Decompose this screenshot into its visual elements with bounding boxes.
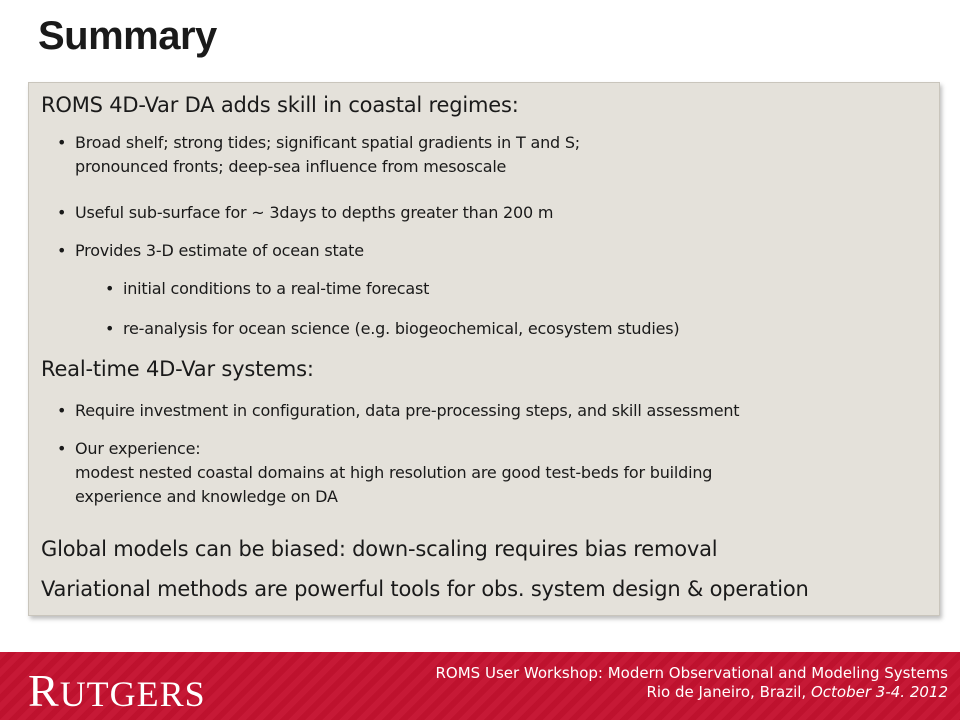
bullet-dot-icon: • (57, 203, 67, 222)
footer-bar (0, 652, 960, 720)
workshop-title: ROMS User Workshop: Modern Observational and Modeling Systems (435, 664, 948, 682)
bullet-dot-icon: • (57, 133, 67, 152)
section-heading-global-models: Global models can be biased: down-scaling requires bias removal (41, 537, 718, 561)
workshop-location-date: Rio de Janeiro, Brazil, October 3-4. 2012 (646, 683, 948, 701)
section-heading-variational: Variational methods are powerful tools for obs. system design & operation (41, 577, 809, 601)
section-heading-realtime: Real-time 4D-Var systems: (41, 357, 314, 381)
section-heading-roms-skill: ROMS 4D-Var DA adds skill in coastal regimes: (41, 93, 519, 117)
bullet-broad-shelf: • Broad shelf; strong tides; significant spatial gradients in T and S; pronounced fronts; deep-sea influence from mesoscale (57, 133, 580, 176)
content-panel (28, 82, 940, 616)
bullet-sub-surface: • Useful sub-surface for ~ 3days to depths greater than 200 m (75, 201, 553, 225)
bullet-dot-icon: • (57, 241, 67, 260)
workshop-info (436, 664, 949, 702)
bullet-dot-icon: • (105, 279, 115, 298)
slide-title: Summary (38, 14, 217, 58)
sub-bullet-reanalysis: • re-analysis for ocean science (e.g. biogeochemical, ecosystem studies) (123, 317, 679, 341)
sub-bullet-initial-conditions: • initial conditions to a real-time forecast (123, 277, 429, 301)
rutgers-logo: RUTGERS (28, 665, 206, 716)
bullet-3d-estimate: • Provides 3-D estimate of ocean state (75, 239, 364, 263)
bullet-dot-icon: • (57, 439, 67, 458)
bullet-require-investment: • Require investment in configuration, data pre-processing steps, and skill assessment (75, 399, 739, 423)
bullet-dot-icon: • (57, 401, 67, 420)
bullet-dot-icon: • (105, 319, 115, 338)
bullet-our-experience: • Our experience: modest nested coastal domains at high resolution are good test-beds for building experience and knowledge on DA (57, 439, 713, 506)
